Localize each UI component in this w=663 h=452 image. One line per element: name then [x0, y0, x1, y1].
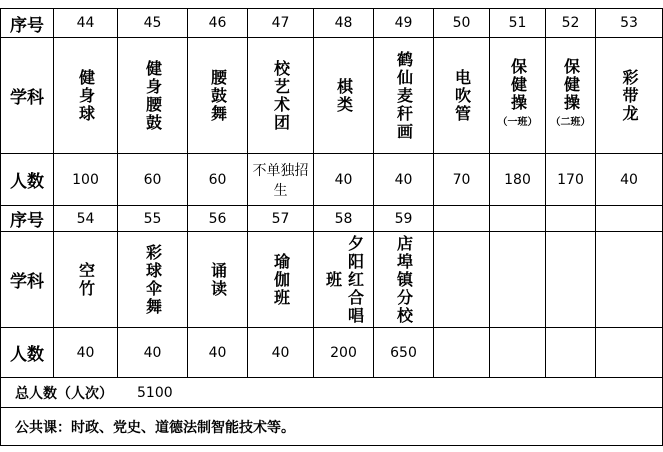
total-label: 总人数（人次） — [15, 385, 113, 402]
seq-53-text: 53 — [620, 15, 638, 31]
seq-label-2 — [0, 206, 54, 232]
seq-label-1 — [0, 8, 54, 38]
count-44 — [54, 154, 118, 206]
subject-label-2 — [0, 232, 54, 328]
seq-51-text: 51 — [508, 15, 527, 31]
subject-54 — [54, 232, 118, 328]
seq-56-text: 56 — [208, 210, 227, 227]
subject-49-text: 鹤仙麦秆画 — [394, 50, 414, 141]
count-44-text: 100 — [72, 171, 99, 188]
seq-44 — [54, 8, 118, 38]
count-51-text: 180 — [504, 171, 531, 188]
count-label-1 — [0, 154, 54, 206]
count-52-text: 170 — [557, 171, 584, 188]
subject-51-note: （一班） — [497, 116, 538, 128]
seq-48 — [314, 8, 374, 38]
subject-58 — [314, 232, 374, 328]
subject-57-text: 瑜伽班 — [271, 252, 291, 307]
count-48 — [314, 154, 374, 206]
subject-50 — [434, 38, 490, 154]
count-59 — [374, 328, 434, 378]
count-59-text: 650 — [390, 344, 417, 361]
count-58-text: 200 — [330, 344, 357, 361]
seq-51 — [490, 8, 546, 38]
count-label-2 — [0, 328, 54, 378]
subject-55-text: 彩球伞舞 — [143, 243, 163, 316]
subject-55 — [118, 232, 188, 328]
subject-46-text: 腰鼓舞 — [208, 68, 228, 123]
empty-subject-cell — [596, 232, 663, 328]
count-58 — [314, 328, 374, 378]
count-53 — [596, 154, 663, 206]
count-55-text: 40 — [143, 344, 162, 361]
seq-56 — [188, 206, 248, 232]
seq-46 — [188, 8, 248, 38]
subject-56 — [188, 232, 248, 328]
count-49-text: 40 — [394, 171, 413, 188]
seq-49-text: 49 — [394, 15, 413, 31]
count-51 — [490, 154, 546, 206]
seq-label-2-text: 序号 — [10, 211, 44, 231]
count-50-text: 70 — [452, 171, 471, 188]
count-52 — [546, 154, 596, 206]
subject-48 — [314, 38, 374, 154]
count-56 — [188, 328, 248, 378]
count-49 — [374, 154, 434, 206]
seq-46-text: 46 — [208, 15, 227, 31]
subject-52-note: （二班） — [550, 116, 591, 128]
seq-47-text: 47 — [271, 15, 290, 31]
seq-52 — [546, 8, 596, 38]
subject-54-text: 空竹 — [76, 261, 96, 298]
empty-count-cell — [490, 328, 546, 378]
seq-48-text: 48 — [334, 15, 353, 31]
subject-48-text: 棋类 — [334, 77, 354, 114]
seq-59-text: 59 — [394, 210, 413, 227]
subject-50-text: 电吹管 — [452, 68, 472, 123]
count-46 — [188, 154, 248, 206]
subject-47-text: 校艺术团 — [271, 59, 291, 132]
total-row — [0, 378, 663, 408]
seq-50 — [434, 8, 490, 38]
subject-label-1-text: 学科 — [10, 88, 44, 108]
count-label-2-text: 人数 — [10, 345, 44, 365]
seq-50-text: 50 — [452, 15, 471, 31]
subject-52-text: 保健操 — [561, 57, 581, 112]
count-54 — [54, 328, 118, 378]
empty-seq-cell — [546, 206, 596, 232]
subject-49 — [374, 38, 434, 154]
seq-57-text: 57 — [271, 210, 290, 227]
seq-58 — [314, 206, 374, 232]
empty-subject-cell — [546, 232, 596, 328]
subject-44-text: 健身球 — [76, 68, 96, 123]
count-57 — [248, 328, 314, 378]
subject-45-text: 健身腰鼓 — [143, 59, 163, 132]
subject-56-text: 诵读 — [208, 261, 228, 298]
seq-55 — [118, 206, 188, 232]
seq-53 — [596, 8, 663, 38]
count-45-text: 60 — [143, 171, 162, 188]
subject-47 — [248, 38, 314, 154]
count-53-text: 40 — [620, 171, 638, 188]
subject-45 — [118, 38, 188, 154]
seq-58-text: 58 — [334, 210, 353, 227]
seq-47 — [248, 8, 314, 38]
count-47 — [248, 154, 323, 206]
count-50 — [434, 154, 490, 206]
subject-44 — [54, 38, 118, 154]
empty-count-cell — [546, 328, 596, 378]
subject-53 — [596, 38, 663, 154]
seq-45 — [118, 8, 188, 38]
count-46-text: 60 — [208, 171, 227, 188]
count-55 — [118, 328, 188, 378]
seq-59 — [374, 206, 434, 232]
count-54-text: 40 — [76, 344, 95, 361]
empty-count-cell — [434, 328, 490, 378]
subject-53-text: 彩带龙 — [620, 68, 639, 123]
count-56-text: 40 — [208, 344, 227, 361]
subject-59-text: 店埠镇分校 — [394, 234, 414, 325]
count-label-1-text: 人数 — [10, 172, 44, 192]
seq-49 — [374, 8, 434, 38]
empty-subject-cell — [490, 232, 546, 328]
seq-45-text: 45 — [143, 15, 162, 31]
seq-52-text: 52 — [561, 15, 580, 31]
subject-label-1 — [0, 38, 54, 154]
count-57-text: 40 — [271, 344, 290, 361]
subject-46 — [188, 38, 248, 154]
subject-59 — [374, 232, 434, 328]
total-value: 5100 — [137, 384, 173, 401]
seq-54-text: 54 — [76, 210, 95, 227]
subject-51-text: 保健操 — [508, 57, 528, 112]
empty-subject-cell — [434, 232, 490, 328]
public-course-row — [0, 408, 663, 446]
subject-57 — [248, 232, 314, 328]
subject-52 — [546, 38, 596, 154]
count-48-text: 40 — [334, 171, 353, 188]
seq-57 — [248, 206, 314, 232]
subject-51 — [490, 38, 546, 154]
seq-54 — [54, 206, 118, 232]
empty-seq-cell — [596, 206, 663, 232]
empty-seq-cell — [434, 206, 490, 232]
seq-label-1-text: 序号 — [10, 15, 44, 36]
count-47-text: 不单独招 生 — [252, 162, 323, 199]
public-course-row-text: 公共课：时政、党史、道德法制智能技术等。 — [15, 419, 295, 436]
subject-label-2-text: 学科 — [10, 272, 44, 292]
empty-seq-cell — [490, 206, 546, 232]
count-45 — [118, 154, 188, 206]
seq-55-text: 55 — [143, 210, 162, 227]
empty-count-cell — [596, 328, 663, 378]
subject-58-text: 夕阳红合唱班 — [323, 234, 365, 325]
seq-44-text: 44 — [76, 15, 95, 31]
